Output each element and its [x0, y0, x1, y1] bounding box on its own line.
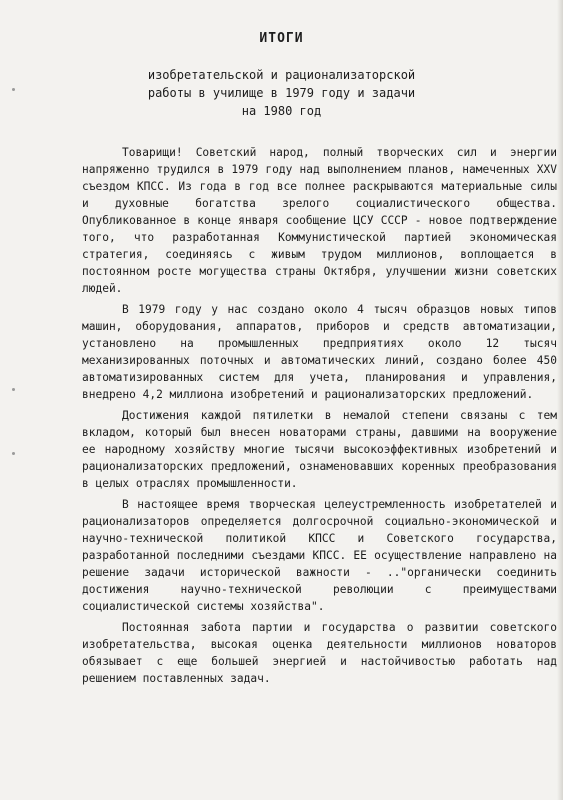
paragraph: Постоянная забота партии и государства о развитии советского изобретательства, высокая оценка деятельности миллионов новаторов обязывает с еще большей энергией и настойчивостью работать над решением поставленных задач. [82, 621, 557, 685]
document-subtitle [0, 66, 563, 120]
subtitle-line: на 1980 год [241, 104, 322, 118]
punch-hole-mark [12, 388, 15, 391]
subtitle-line: работы в училище в 1979 году и задачи [147, 86, 416, 100]
document-title: ИТОГИ [259, 31, 304, 46]
document-body [82, 144, 557, 691]
subtitle-line: изобретательской и рационализаторской [147, 68, 416, 82]
paragraph: В 1979 году у нас создано около 4 тысяч образцов новых типов машин, оборудования, аппаратов, приборов и средств автоматизации, установлено на промышленных предприятиях около 12 тысяч механизированных поточных и автоматических линий, создано более 450 автоматизированных систем для учета, планирования и управления, внедрено 4,2 миллиона изобретений и рационализаторских предложений. [82, 303, 557, 401]
paragraph: В настоящее время творческая целеустремленность изобретателей и рационализаторов определяется долгосрочной социально-экономической и научно-технической политикой КПСС и Советского государства, разработанной последними съездами КПСС. ЕЕ осуществление направлено на решение задачи исторической важности - .."органически соединить достижения научно-технической революции с преимуществами социалистической системы хозяйства". [82, 498, 557, 613]
paragraph: Достижения каждой пятилетки в немалой степени связаны с тем вкладом, который был внесен новаторами страны, давшими на вооружение ее народному хозяйству многие тысячи высокоэффективных изобретений и рационализаторских предложений, ознаменовавших коренных преобразования в целых отраслях промышленности. [82, 409, 557, 490]
punch-hole-mark [12, 452, 15, 455]
paragraph: Товарищи! Советский народ, полный творческих сил и энергии напряженно трудился в 1979 году над выполнением планов, намеченных XXV съездом КПСС. Из года в год все полнее раскрываются материальные силы и духовные богатства зрелого социалистического общества. Опубликованное в конце января сообщение ЦСУ СССР - новое подтверждение того, что разработанная Коммунистической партией экономическая стратегия, соединяясь с живым трудом миллионов, воплощается в постоянном росте могущества страны Октября, улучшении жизни советских людей. [82, 146, 557, 295]
